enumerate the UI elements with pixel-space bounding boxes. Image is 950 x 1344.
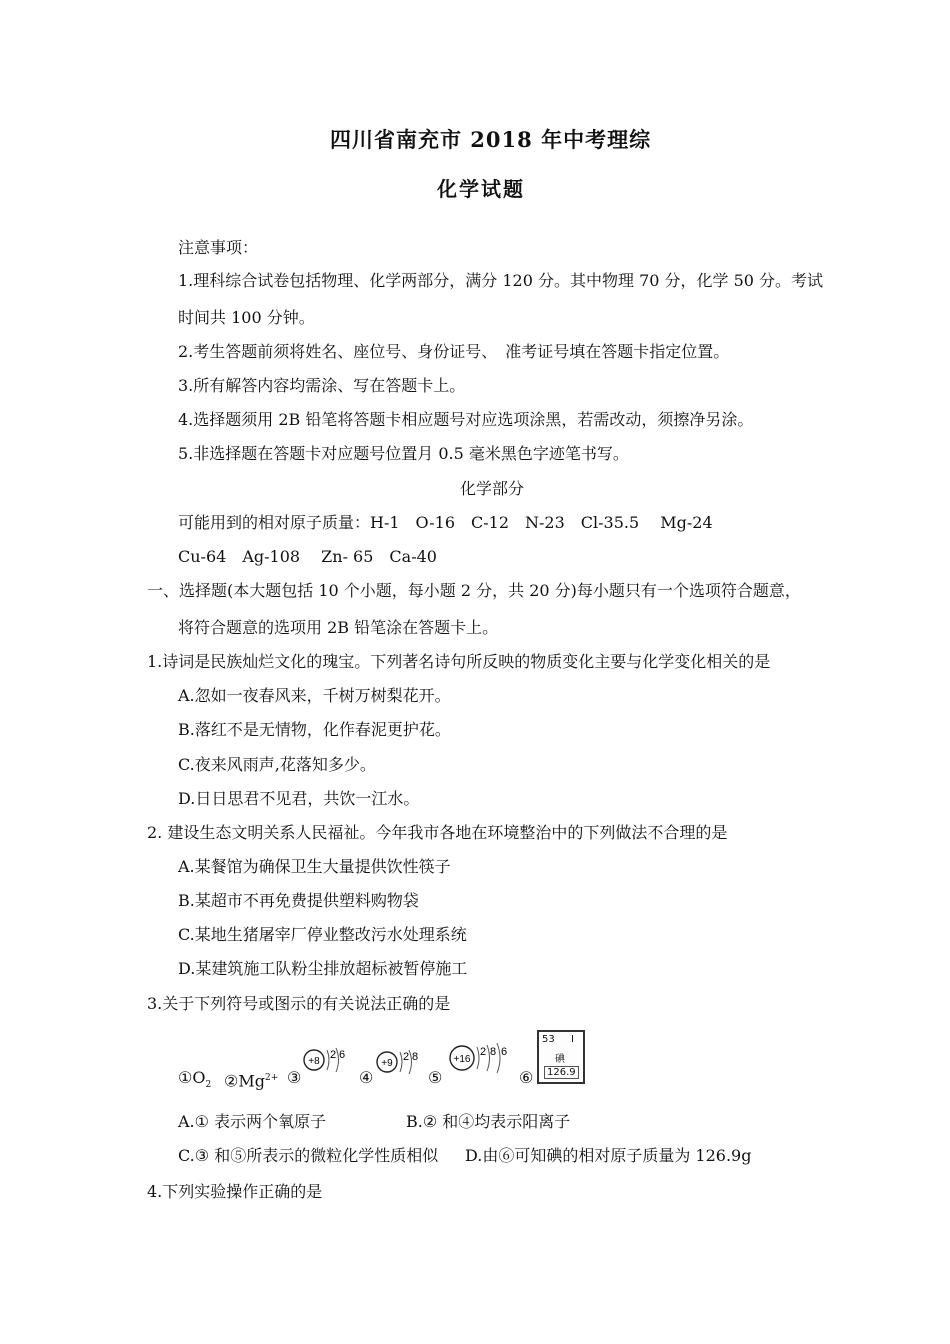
atom-3-shell-1: [327, 1050, 329, 1070]
symbol-o2: [178, 1068, 211, 1095]
atom-4-shell-1-count: 2: [403, 1051, 410, 1063]
iodine-name: 碘: [555, 1054, 565, 1065]
notice-line-4: 4.选择题须用 2B 铅笔将答题卡相应题号对应选项涂黑，若需改动，须擦净另涂。: [178, 410, 754, 429]
atom-5-shell-3-count: 6: [501, 1046, 508, 1058]
question-2-option-a: A.某餐馆为确保卫生大量提供饮性筷子: [178, 857, 451, 876]
iodine-atomic-number: 53: [542, 1034, 555, 1045]
atom-5-shell-2-count: 8: [490, 1046, 497, 1058]
notice-line-2: 2.考生答题前须将姓名、座位号、身份证号、 准考证号填在答题卡指定位置。: [178, 342, 730, 361]
question-3-option-a: A.① 表示两个氧原子: [178, 1112, 327, 1131]
iodine-element-cell: [537, 1030, 585, 1084]
atom-diagram-3: [300, 1042, 352, 1082]
symbol-mg-text: ②Mg: [224, 1071, 265, 1091]
symbol-o2-text: ①O: [178, 1068, 206, 1087]
part-one-heading: 一、选择题(本大题包括 10 个小题，每小题 2 分，共 20 分)每小题只有一个选项符合题意，: [147, 581, 801, 600]
symbol-mg-charge: 2+: [264, 1073, 279, 1083]
label-5: ⑤: [428, 1068, 443, 1087]
atom-4-shell-1: [400, 1052, 402, 1072]
atom-diagram-4: [374, 1042, 426, 1082]
atom-3-nucleus-label: +8: [308, 1056, 320, 1067]
page-title: 四川省南充市 2018 年中考理综: [330, 127, 652, 152]
atomic-masses-line-2: Cu-64 Ag-108 Zn- 65 Ca-40: [178, 547, 437, 566]
label-6: ⑥: [519, 1068, 534, 1087]
question-3-stem: 3.关于下列符号或图示的有关说法正确的是: [147, 994, 451, 1013]
iodine-atomic-mass: 126.9: [544, 1066, 579, 1079]
question-3-option-c: C.③ 和⑤所表示的微粒化学性质相似: [178, 1146, 439, 1165]
question-3-option-b: B.② 和④均表示阳离子: [406, 1112, 571, 1131]
atom-3-shell-1-count: 2: [330, 1049, 337, 1061]
question-4-stem: 4.下列实验操作正确的是: [147, 1182, 323, 1201]
question-1-option-b: B.落红不是无情物，化作春泥更护花。: [178, 720, 451, 739]
atom-4-nucleus-label: +9: [381, 1058, 393, 1069]
label-4: ④: [359, 1068, 374, 1087]
notice-line-3: 3.所有解答内容均需涂、写在答题卡上。: [178, 376, 466, 395]
question-2-option-b: B.某超市不再免费提供塑料购物袋: [178, 891, 419, 910]
symbol-o2-subscript: 2: [205, 1080, 212, 1091]
question-3-option-d: D.由⑥可知碘的相对原子质量为 126.9g: [465, 1146, 752, 1165]
question-2-option-d: D.某建筑施工队粉尘排放超标被暂停施工: [178, 959, 468, 978]
notice-line-1a: 1.理科综合试卷包括物理、化学两部分，满分 120 分。其中物理 70 分，化学 50 分。考试: [178, 271, 824, 290]
part-one-heading-2: 将符合题意的选项用 2B 铅笔涂在答题卡上。: [178, 618, 499, 637]
question-2-stem: 2. 建设生态文明关系人民福祉。今年我市各地在环境整治中的下列做法不合理的是: [147, 823, 728, 842]
notice-line-5: 5.非选择题在答题卡对应题号位置月 0.5 毫米黑色字迹笔书写。: [178, 444, 629, 463]
notice-heading: 注意事项：: [178, 238, 259, 257]
question-1-stem: 1.诗词是民族灿烂文化的瑰宝。下列著名诗句所反映的物质变化主要与化学变化相关的是: [147, 652, 771, 671]
question-1-option-c: C.夜来风雨声,花落知多少。: [178, 755, 376, 774]
atom-5-shell-1: [477, 1047, 479, 1069]
atom-5-shell-3: [497, 1043, 500, 1073]
label-3: ③: [287, 1068, 302, 1087]
atom-5-nucleus-label: +16: [453, 1054, 471, 1065]
atom-diagram-5: [446, 1038, 516, 1082]
symbol-mg-ion: [224, 1068, 278, 1091]
question-1-option-d: D.日日思君不见君，共饮一江水。: [178, 789, 420, 808]
question-1-option-a: A.忽如一夜春风来，千树万树梨花开。: [178, 686, 451, 705]
section-title: 化学部分: [460, 479, 525, 498]
atomic-masses-line-1: 可能用到的相对原子质量：H-1 O-16 C-12 N-23 Cl-35.5 Mg-24: [178, 513, 713, 532]
iodine-symbol: I: [571, 1034, 574, 1045]
notice-line-1b: 时间共 100 分钟。: [178, 308, 315, 327]
atom-3-shell-2-count: 6: [339, 1049, 346, 1061]
atom-5-shell-1-count: 2: [480, 1046, 487, 1058]
atom-4-shell-2-count: 8: [412, 1051, 419, 1063]
page-subtitle: 化学试题: [437, 177, 525, 201]
question-2-option-c: C.某地生猪屠宰厂停业整改污水处理系统: [178, 925, 467, 944]
